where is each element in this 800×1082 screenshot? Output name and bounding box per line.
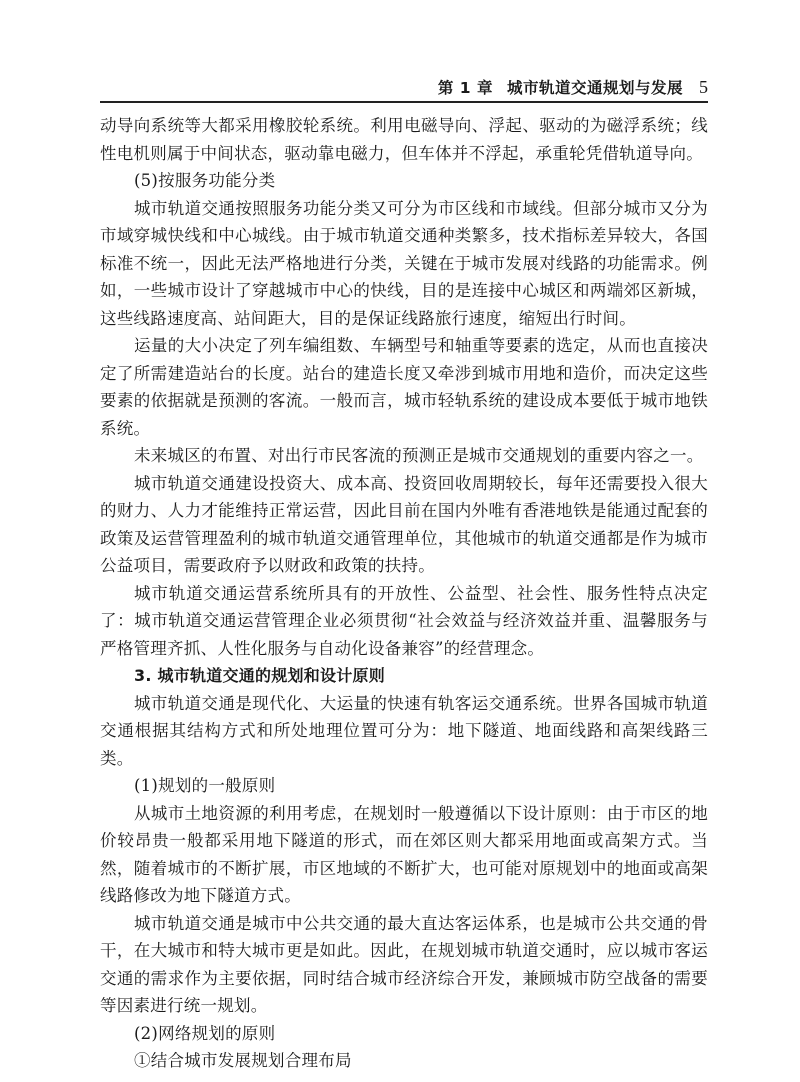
chapter-title: 城市轨道交通规划与发展	[506, 79, 683, 97]
paragraph: 从城市土地资源的利用考虑，在规划时一般遵循以下设计原则：由于市区的地价较昂贵一般都采用地下隧道的形式，而在郊区则大都采用地面或高架方式。当然，随着城市的不断扩展，市区地域的不断扩大，也可能对原规划中的地面或高架线路修改为地下隧道方式。	[100, 803, 708, 905]
paragraph: 城市轨道交通是现代化、大运量的快速有轨客运交通系统。世界各国城市轨道交通根据其结构方式和所处地理位置可分为：地下隧道、地面线路和高架线路三类。	[100, 693, 708, 768]
paragraph: 城市轨道交通是城市中公共交通的最大直达客运体系，也是城市公共交通的骨干，在大城市和特大城市更是如此。因此，在规划城市轨道交通时，应以城市客运交通的需求作为主要依据，同时结合城市经济综合开发，兼顾城市防空战备的需要等因素进行统一规划。	[100, 913, 708, 1015]
subsection-heading: (5)按服务功能分类	[134, 171, 276, 190]
list-item: ①结合城市发展规划合理布局	[134, 1051, 352, 1070]
subsection-heading: (2)网络规划的原则	[134, 1023, 276, 1043]
paragraph: 动导向系统等大都采用橡胶轮系统。利用电磁导向、浮起、驱动的为磁浮系统；线性电机则属于中间状态，驱动靠电磁力，但车体并不浮起，承重轮凭借轨道导向。	[100, 116, 708, 163]
body-text	[100, 112, 708, 1075]
section-heading: 3. 城市轨道交通的规划和设计原则	[134, 666, 386, 685]
running-head	[100, 76, 708, 98]
paragraph: 城市轨道交通运营系统所具有的开放性、公益型、社会性、服务性特点决定了：城市轨道交通运营管理企业必须贯彻“社会效益与经济效益并重、温馨服务与严格管理齐抓、人性化服务与自动化设备兼容”的经营理念。	[100, 583, 708, 658]
chapter-label: 第 1 章	[437, 79, 493, 97]
paragraph: 城市轨道交通按照服务功能分类又可分为市区线和市域线。但部分城市又分为市域穿城快线和中心城线。由于城市轨道交通种类繁多，技术指标差异较大，各国标准不统一，因此无法严格地进行分类，关键在于城市发展对线路的功能需求。例如，一些城市设计了穿越城市中心的快线，目的是连接中心城区和两端郊区新城，这些线路速度高、站间距大，目的是保证线路旅行速度，缩短出行时间。	[100, 198, 708, 328]
paragraph: 未来城区的布置、对出行市民客流的预测正是城市交通规划的重要内容之一。	[134, 446, 704, 465]
paragraph: 城市轨道交通建设投资大、成本高、投资回收周期较长，每年还需要投入很大的财力、人力才能维持正常运营，因此目前在国内外唯有香港地铁是能通过配套的政策及运营管理盈利的城市轨道交通管理单位，其他城市的轨道交通都是作为城市公益项目，需要政府予以财政和政策的扶持。	[100, 473, 708, 575]
header-rule	[100, 101, 708, 103]
subsection-heading: (1)规划的一般原则	[134, 776, 276, 795]
page-number: 5	[699, 77, 708, 97]
paragraph: 运量的大小决定了列车编组数、车辆型号和轴重等要素的选定，从而也直接决定了所需建造站台的长度。站台的建造长度又牵涉到城市用地和造价，而决定这些要素的依据就是预测的客流。一般而言，城市轻轨系统的建设成本要低于城市地铁系统。	[100, 336, 708, 438]
